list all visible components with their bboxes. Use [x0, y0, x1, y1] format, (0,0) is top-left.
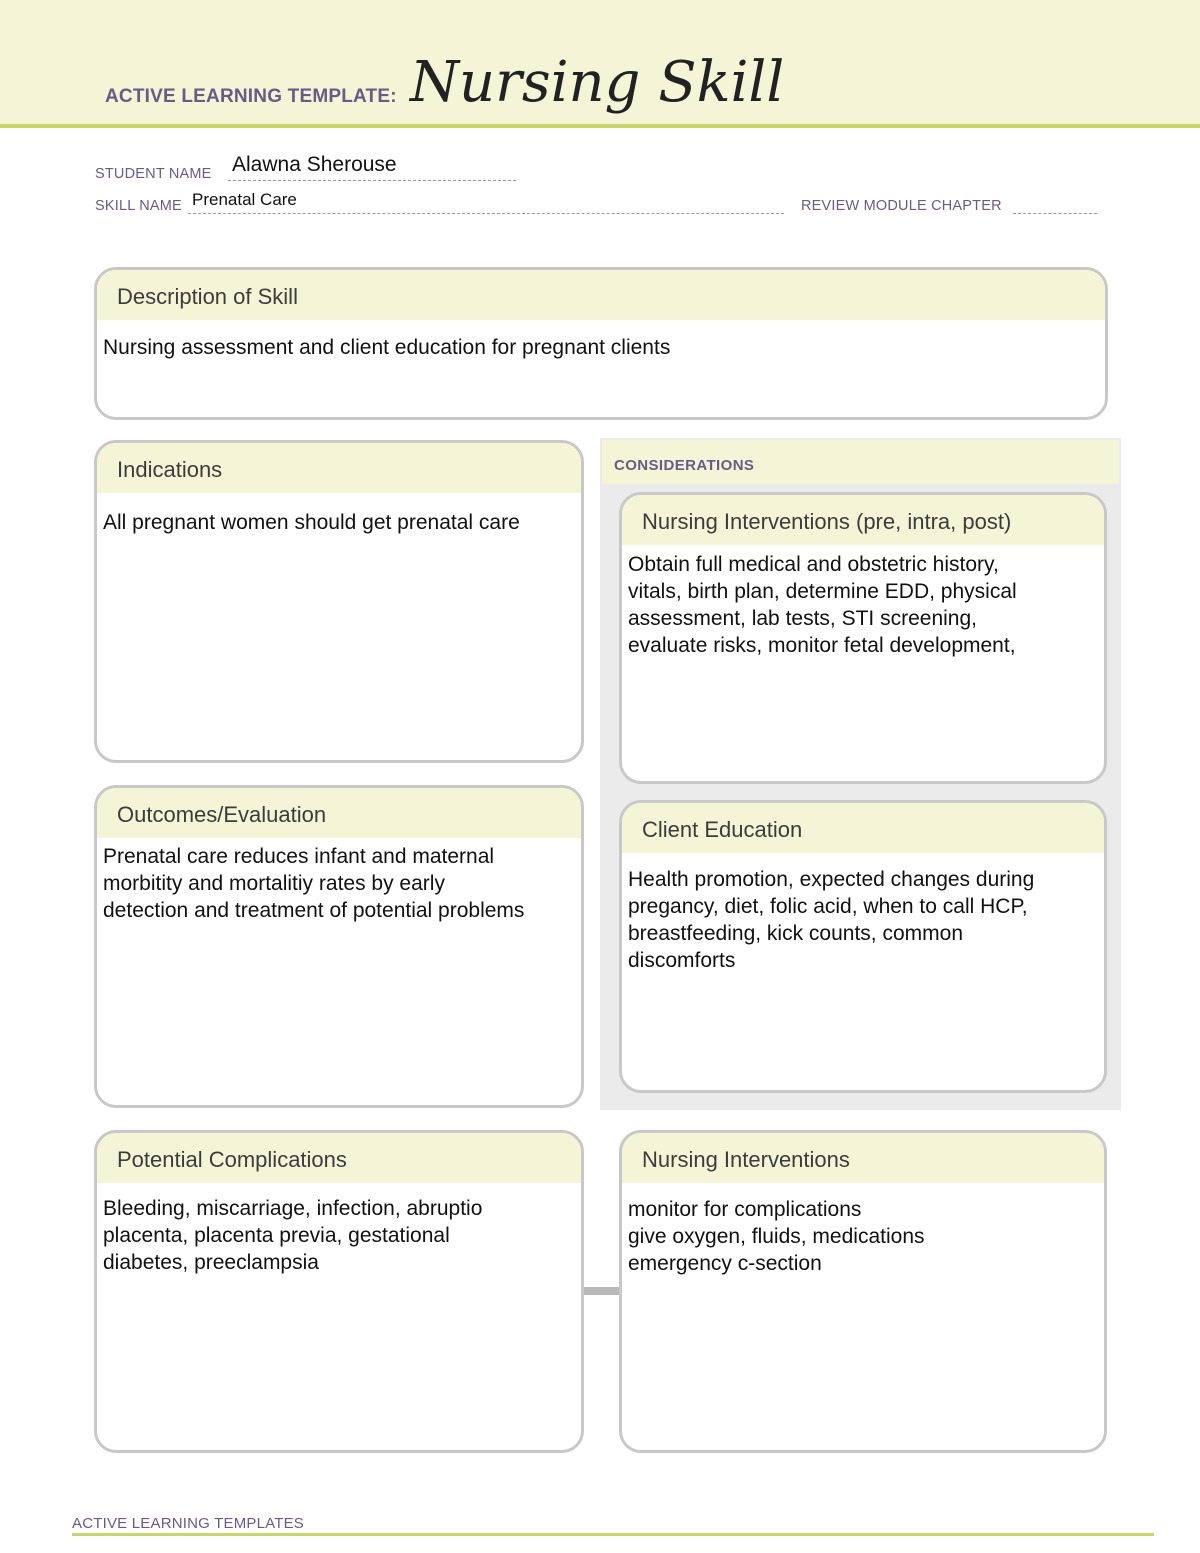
- text-line: Health promotion, expected changes during: [628, 868, 1035, 891]
- client-education-text[interactable]: [628, 866, 1100, 974]
- text-line: discomforts: [628, 949, 736, 972]
- description-text[interactable]: Nursing assessment and client education for pregnant clients: [103, 336, 671, 359]
- text-line: placenta, placenta previa, gestational: [103, 1224, 450, 1247]
- indications-box: [94, 440, 584, 763]
- page-title: Nursing Skill: [410, 50, 785, 115]
- text-line: morbitity and mortalitiy rates by early: [103, 872, 445, 895]
- interventions-pre-text[interactable]: [628, 551, 1100, 659]
- student-name-field[interactable]: Alawna Sherouse: [232, 153, 397, 176]
- text-line: assessment, lab tests, STI screening,: [628, 607, 977, 630]
- text-line: detection and treatment of potential problems: [103, 899, 525, 922]
- outcomes-title: Outcomes/Evaluation: [117, 802, 327, 827]
- text-line: Prenatal care reduces infant and maternal: [103, 845, 495, 868]
- interventions-title: Nursing Interventions: [642, 1147, 850, 1172]
- indications-text[interactable]: All pregnant women should get prenatal care: [103, 511, 520, 534]
- review-module-field[interactable]: [1013, 213, 1097, 214]
- interventions-pre-title: Nursing Interventions (pre, intra, post): [642, 509, 1012, 534]
- indications-title: Indications: [117, 457, 223, 482]
- text-line: give oxygen, fluids, medications: [628, 1225, 925, 1248]
- skill-name-line: [188, 213, 784, 214]
- complications-text[interactable]: [103, 1195, 577, 1276]
- skill-name-label: SKILL NAME: [95, 198, 182, 214]
- interventions-text[interactable]: [628, 1196, 1100, 1277]
- text-line: pregancy, diet, folic acid, when to call HCP,: [628, 895, 1028, 918]
- complications-title: Potential Complications: [117, 1147, 347, 1172]
- header-rule: [0, 124, 1200, 128]
- outcomes-text[interactable]: [103, 843, 577, 924]
- text-line: Obtain full medical and obstetric history,: [628, 553, 999, 576]
- text-line: breastfeeding, kick counts, common: [628, 922, 963, 945]
- client-education-box: [619, 800, 1107, 1093]
- complications-box: [94, 1130, 584, 1453]
- text-line: emergency c-section: [628, 1252, 822, 1275]
- template-label: ACTIVE LEARNING TEMPLATE:: [105, 86, 397, 107]
- review-module-label: REVIEW MODULE CHAPTER: [801, 198, 1002, 214]
- description-title: Description of Skill: [117, 284, 298, 309]
- student-name-label: STUDENT NAME: [95, 166, 212, 182]
- skill-name-field[interactable]: Prenatal Care: [192, 190, 297, 209]
- text-line: vitals, birth plan, determine EDD, physical: [628, 580, 1017, 603]
- interventions-box: [619, 1130, 1107, 1453]
- footer-rule: [72, 1533, 1154, 1536]
- text-line: evaluate risks, monitor fetal development,: [628, 634, 1016, 657]
- student-name-line: [228, 180, 516, 181]
- box-connector: [584, 1287, 620, 1295]
- text-line: diabetes, preeclampsia: [103, 1251, 319, 1274]
- text-line: monitor for complications: [628, 1198, 862, 1221]
- client-education-title: Client Education: [642, 817, 803, 842]
- footer-text: ACTIVE LEARNING TEMPLATES: [72, 1515, 304, 1532]
- description-box: [94, 267, 1108, 420]
- text-line: Bleeding, miscarriage, infection, abruptio: [103, 1197, 483, 1220]
- outcomes-box: [94, 785, 584, 1108]
- considerations-label: CONSIDERATIONS: [614, 457, 755, 474]
- interventions-pre-box: [619, 492, 1107, 784]
